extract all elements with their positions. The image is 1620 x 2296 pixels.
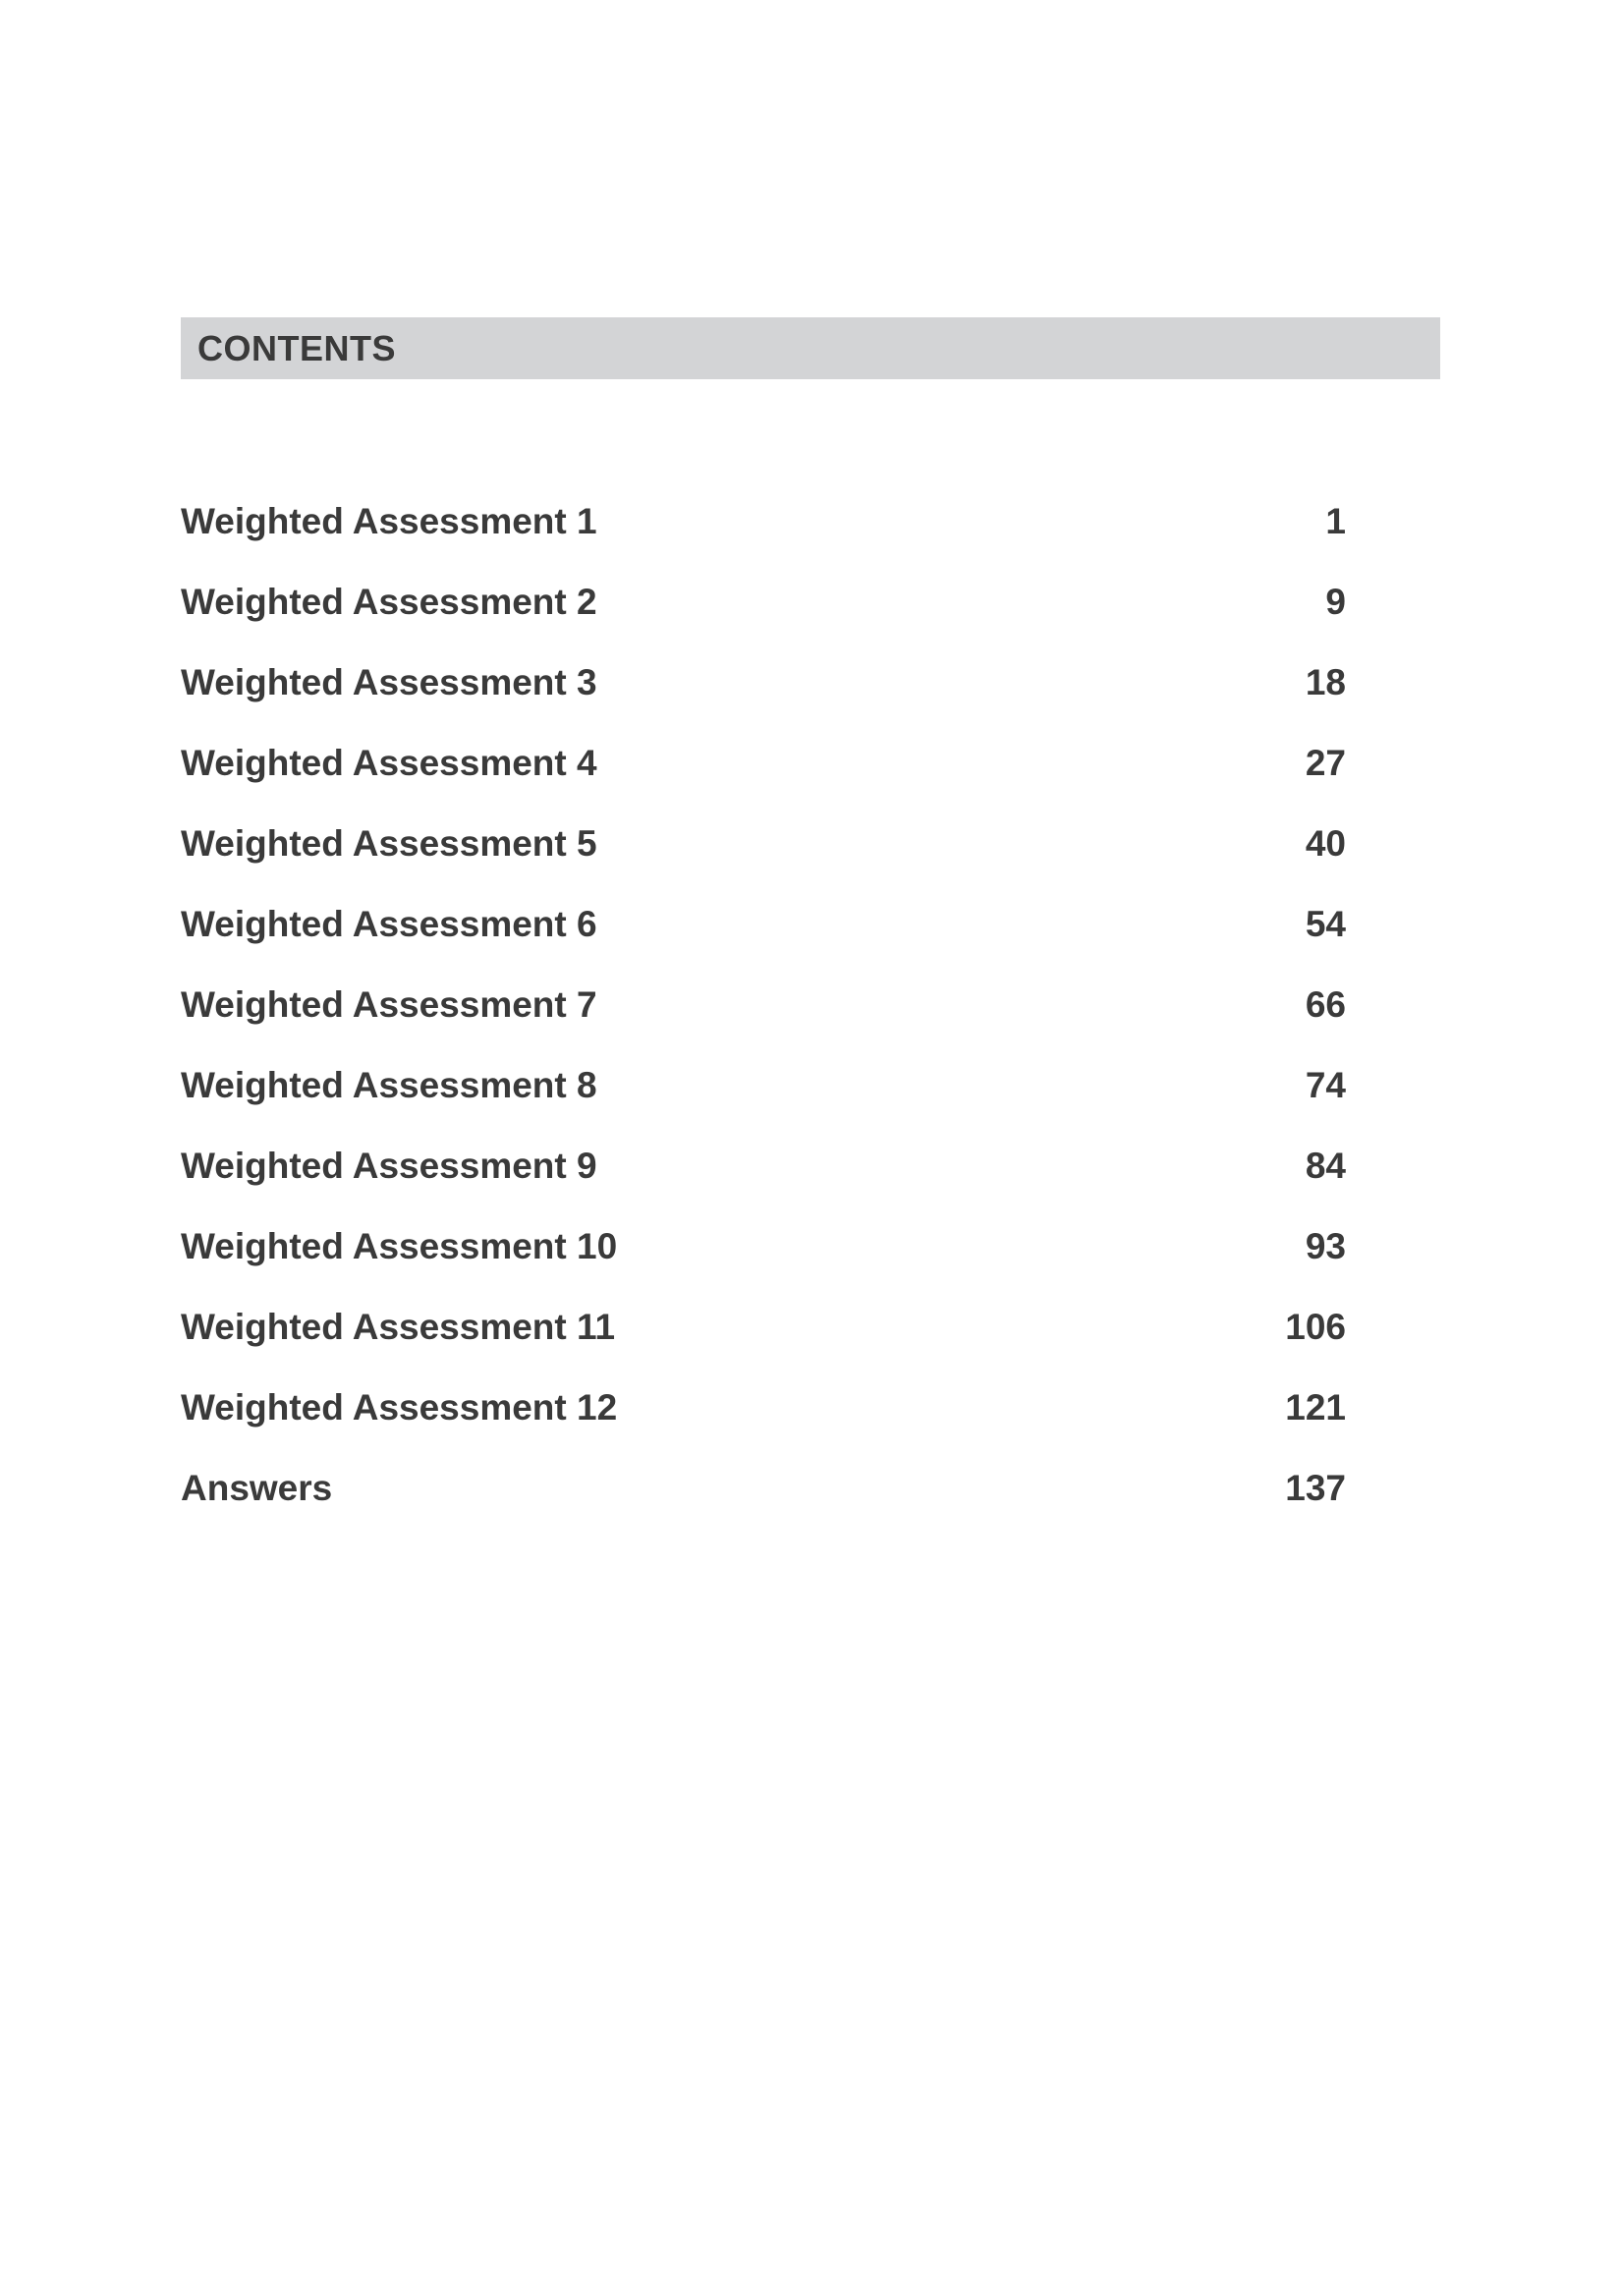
- toc-entry-page: 40: [1305, 823, 1346, 864]
- toc-entry-label: Weighted Assessment 4: [181, 743, 597, 783]
- toc-entry-page: 1: [1325, 501, 1346, 541]
- toc-entry-page: 27: [1305, 743, 1346, 783]
- toc-entry-label: Weighted Assessment 1: [181, 501, 597, 541]
- toc-entry: [181, 1368, 1346, 1448]
- toc-entry-label: Answers: [181, 1468, 333, 1508]
- table-of-contents: [181, 481, 1346, 1529]
- toc-entry: [181, 562, 1346, 643]
- toc-entry-label: Weighted Assessment 10: [181, 1226, 618, 1266]
- toc-entry-page: 54: [1305, 904, 1346, 944]
- toc-entry-label: Weighted Assessment 9: [181, 1146, 597, 1186]
- toc-entry-label: Weighted Assessment 5: [181, 823, 597, 864]
- contents-header-bar: [181, 317, 1440, 379]
- toc-entry-page: 84: [1305, 1146, 1346, 1186]
- toc-entry: [181, 1045, 1346, 1126]
- toc-entry: [181, 1287, 1346, 1368]
- toc-entry: [181, 1448, 1346, 1529]
- toc-entry-label: Weighted Assessment 7: [181, 984, 597, 1025]
- toc-entry-page: 137: [1285, 1468, 1346, 1508]
- toc-entry-page: 18: [1305, 662, 1346, 702]
- toc-entry: [181, 481, 1346, 562]
- toc-entry-label: Weighted Assessment 2: [181, 582, 597, 622]
- toc-entry-page: 121: [1285, 1387, 1346, 1428]
- toc-entry-label: Weighted Assessment 12: [181, 1387, 618, 1428]
- toc-entry-label: Weighted Assessment 11: [181, 1307, 616, 1347]
- toc-entry: [181, 1206, 1346, 1287]
- toc-entry-label: Weighted Assessment 3: [181, 662, 597, 702]
- toc-entry: [181, 965, 1346, 1045]
- toc-entry-page: 106: [1285, 1307, 1346, 1347]
- toc-entry: [181, 804, 1346, 884]
- toc-entry: [181, 723, 1346, 804]
- toc-entry-label: Weighted Assessment 8: [181, 1065, 597, 1105]
- toc-entry-page: 9: [1325, 582, 1346, 622]
- toc-entry: [181, 884, 1346, 965]
- page-title: CONTENTS: [197, 327, 396, 368]
- toc-entry: [181, 1126, 1346, 1206]
- toc-entry-page: 66: [1305, 984, 1346, 1025]
- toc-entry-page: 93: [1305, 1226, 1346, 1266]
- toc-entry-page: 74: [1305, 1065, 1346, 1105]
- toc-entry: [181, 643, 1346, 723]
- toc-entry-label: Weighted Assessment 6: [181, 904, 597, 944]
